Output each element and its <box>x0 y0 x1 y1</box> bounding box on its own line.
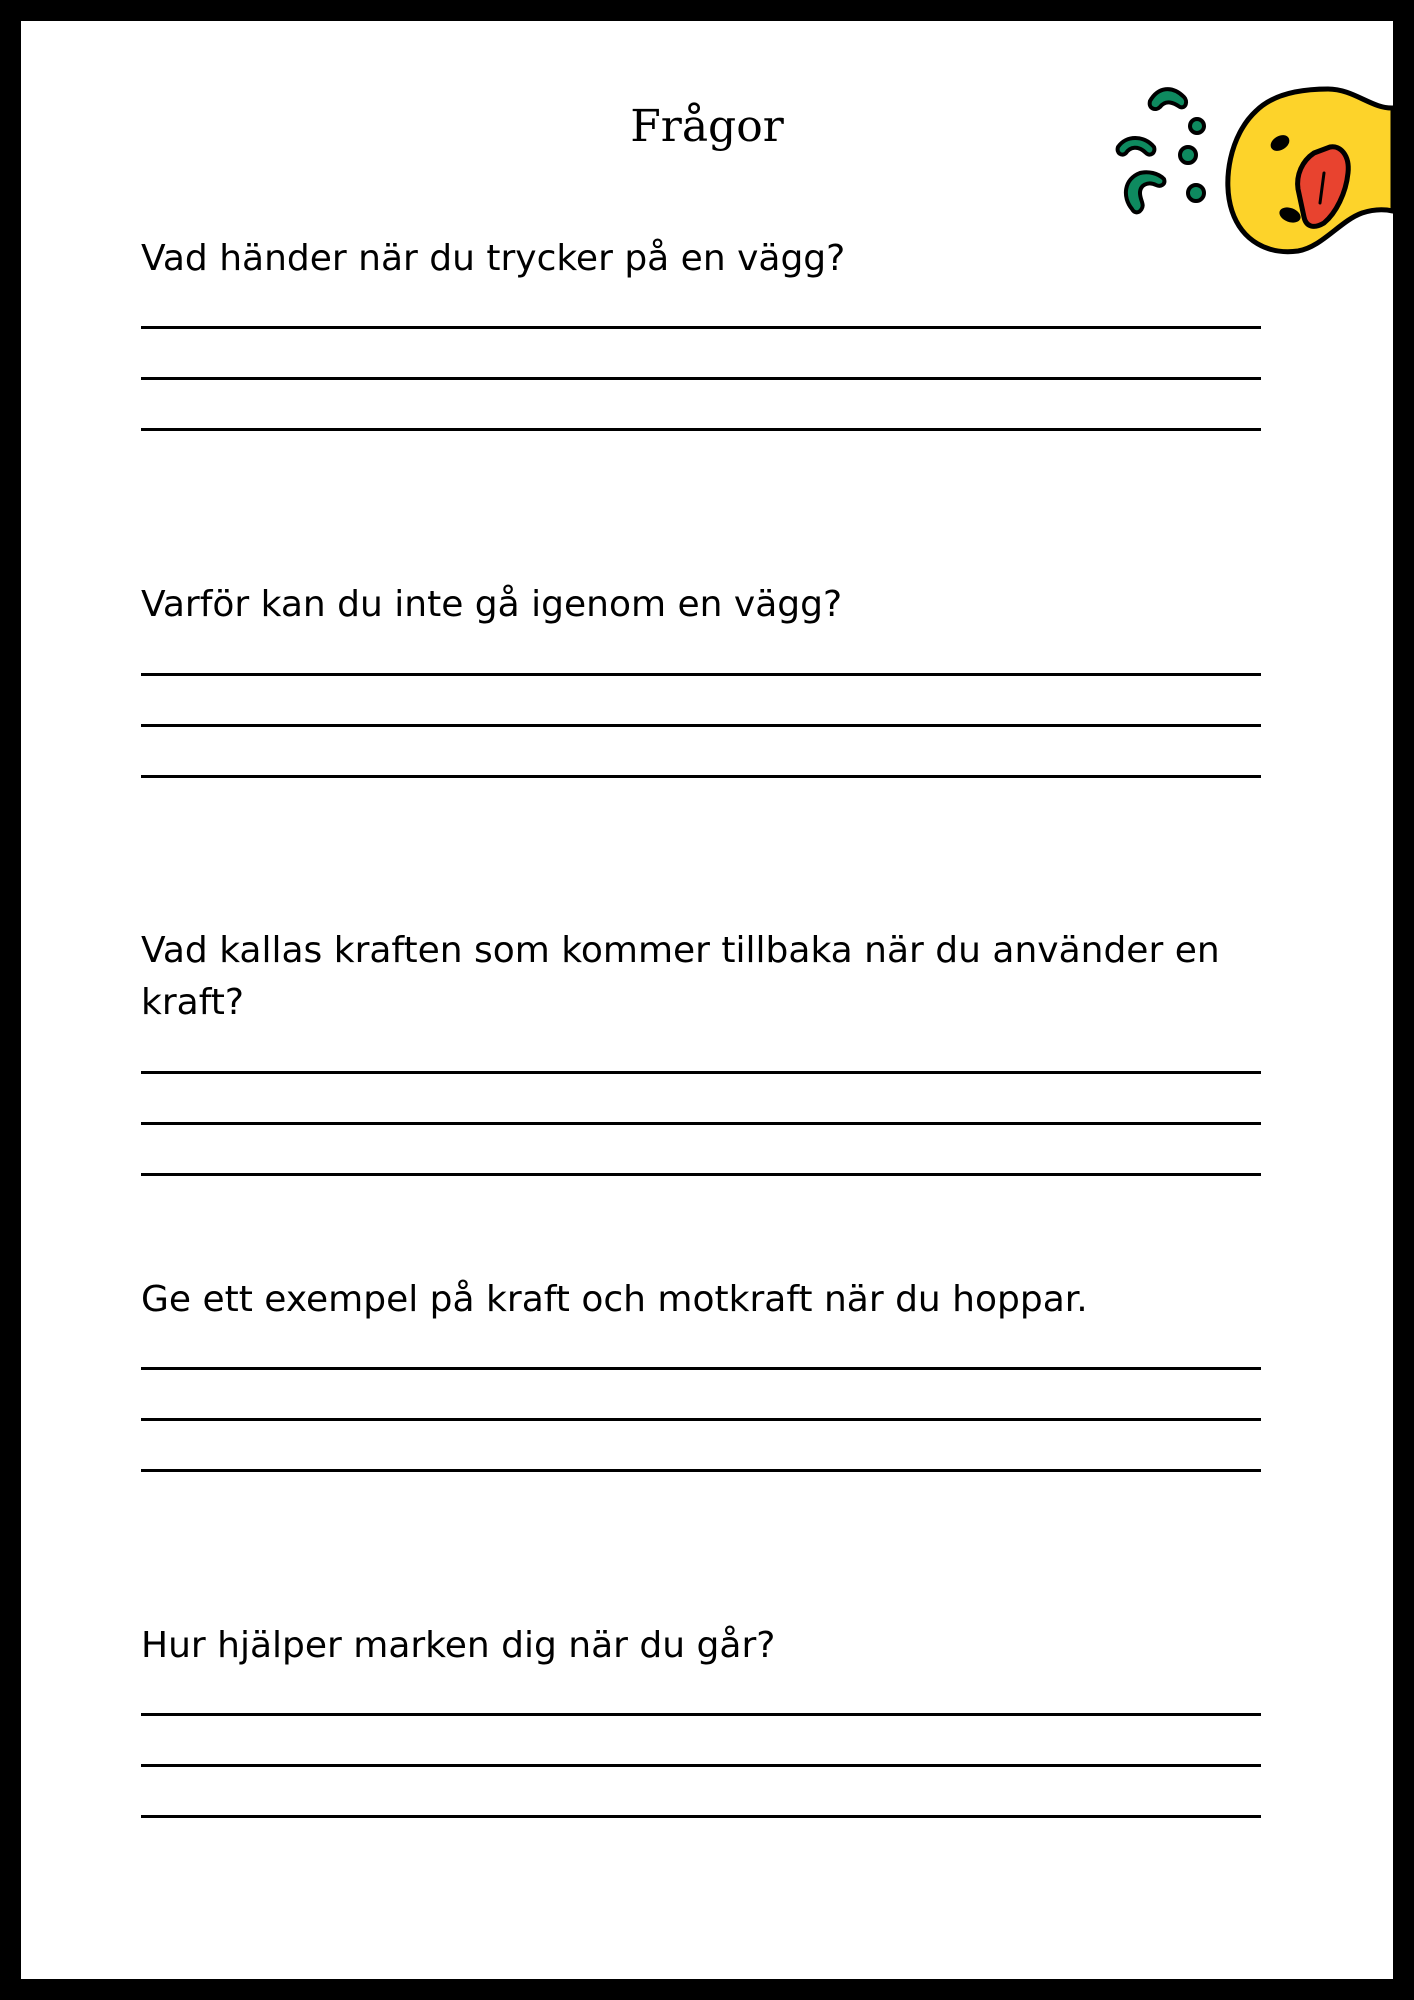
answer-line[interactable] <box>141 673 1261 676</box>
question-block-1 <box>141 233 1261 285</box>
answer-line[interactable] <box>141 724 1261 727</box>
answer-line[interactable] <box>141 1071 1261 1074</box>
question-text: Ge ett exempel på kraft och motkraft när du hoppar. <box>141 1279 1088 1320</box>
question-text: Vad händer när du trycker på en vägg? <box>141 238 846 279</box>
answer-line[interactable] <box>141 377 1261 380</box>
answer-line[interactable] <box>141 428 1261 431</box>
worksheet-page <box>21 21 1393 1979</box>
answer-line[interactable] <box>141 1122 1261 1125</box>
question-block-4 <box>141 1274 1261 1326</box>
duck-head-icon <box>1228 89 1393 252</box>
answer-line[interactable] <box>141 775 1261 778</box>
answer-line[interactable] <box>141 1764 1261 1767</box>
question-block-5 <box>141 1620 1261 1672</box>
answer-line[interactable] <box>141 1815 1261 1818</box>
answer-line[interactable] <box>141 326 1261 329</box>
question-block-3 <box>141 925 1261 1029</box>
question-text: Vad kallas kraften som kommer tillbaka när du använder en kraft? <box>141 930 1220 1023</box>
answer-line[interactable] <box>141 1173 1261 1176</box>
answer-line[interactable] <box>141 1713 1261 1716</box>
answer-line[interactable] <box>141 1418 1261 1421</box>
question-text: Varför kan du inte gå igenom en vägg? <box>141 584 843 625</box>
question-text: Hur hjälper marken dig när du går? <box>141 1625 776 1666</box>
exclamation-marks-icon <box>1118 89 1204 212</box>
answer-line[interactable] <box>141 1469 1261 1472</box>
question-block-2 <box>141 579 1261 631</box>
page-title: Frågor <box>630 101 784 152</box>
answer-line[interactable] <box>141 1367 1261 1370</box>
